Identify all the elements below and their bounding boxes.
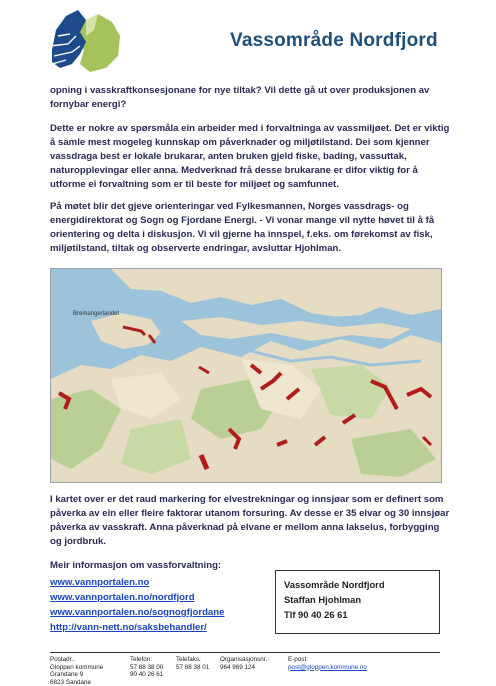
footer-telefon-1: 57 88 38 00 [130,663,164,671]
contact-organization: Vassområde Nordfjord [284,579,385,590]
footer-telefon [130,656,163,679]
footer-org-label: Organisasjonsnr.: [220,656,270,663]
page-title: Vassområde Nordfjord [230,30,438,51]
paragraph-context: Dette er nokre av spørsmåla ein arbeider med i forvaltninga av vassmiljøet. Det er viktig å samle mest mogeleg kunnskap om påverknader og miljøtilstand. Dei som kjenner vassdraga best er lokale brukarar, anten bruken gjeld fiske, bading, vassuttak, naturopplevingar eller anna. Medverknad frå desse brukarane er difor viktig for å utforme ei forvaltning som er til beste for miljøet og samfunnet. [50,123,450,190]
footer-org-1: 964 969 124 [220,663,256,671]
map-label-bremangerlandet: Bremangerlandet [73,311,120,317]
contact-phone: Tlf 90 40 26 61 [284,609,348,620]
link-vannportalen-sognogfjordane[interactable]: www.vannportalen.no/sognogfjordane [50,607,225,618]
link-vannportalen-nordfjord[interactable]: www.vannportalen.no/nordfjord [50,592,195,603]
link-vannportalen[interactable]: www.vannportalen.no [50,577,150,588]
nordfjord-map [50,268,442,483]
footer-epost [288,656,367,671]
footer-epost-link[interactable]: post@gloppen.kommune.no [288,663,367,671]
contact-person: Staffan Hjohlman [284,594,362,605]
footer-telefaks-label: Telefaks: [176,656,201,663]
link-vann-nett[interactable]: http://vann-nett.no/saksbehandler/ [50,622,207,633]
links-heading: Meir informasjon om vassforvaltning: [50,560,222,571]
logo-blue-region [52,10,86,68]
footer-postadr-label: Postadr.: [50,656,75,663]
footer-org [220,656,269,671]
vassomrade-logo [46,6,128,80]
footer-telefaks [176,656,209,671]
footer-postadr-line1: Gloppen kommune [50,663,104,671]
paragraph-meeting: På møtet blir det gjeve orienteringar ved Fylkesmannen, Norges vassdrags- og energidirektorat og Sogn og Fjordane Energi. - Vi vonar mange vil nytte høvet til å få orientering og delta i diskusjon. Vi vil gjerne ha innspel, f.eks. om førekomst av fisk, miljøtilstand, tiltak og observerte endringar, avsluttar Hjohlman. [50,201,435,254]
footer-telefon-label: Telefon: [130,656,153,663]
footer-epost-label: E-post: [288,656,308,663]
paragraph-intro: opning i vasskraftkonsesjonane for nye tiltak? Vil dette gå ut over produksjonen av fornybar energi? [50,85,430,110]
footer-postadr-line3: 6823 Sandane [50,678,91,686]
footer-postadr [50,656,103,686]
footer-postadr-line2: Grandane 9 [50,671,84,679]
contact-box [275,570,440,634]
paragraph-map-caption: I kartet over er det raud markering for elvestrekningar og innsjøar som er definert som påverka av ein eller fleire faktorar utanom forsuring. Av desse er 35 elvar og 30 innsjøar påverka av vasskraft. Anna påverknad på elvane er mellom anna lakselus, forbygging og jordbruk. [50,494,450,547]
footer-telefon-2: 90 40 26 61 [130,671,164,679]
footer-telefaks-1: 57 88 38 01 [176,663,210,671]
footer-divider [50,652,440,653]
